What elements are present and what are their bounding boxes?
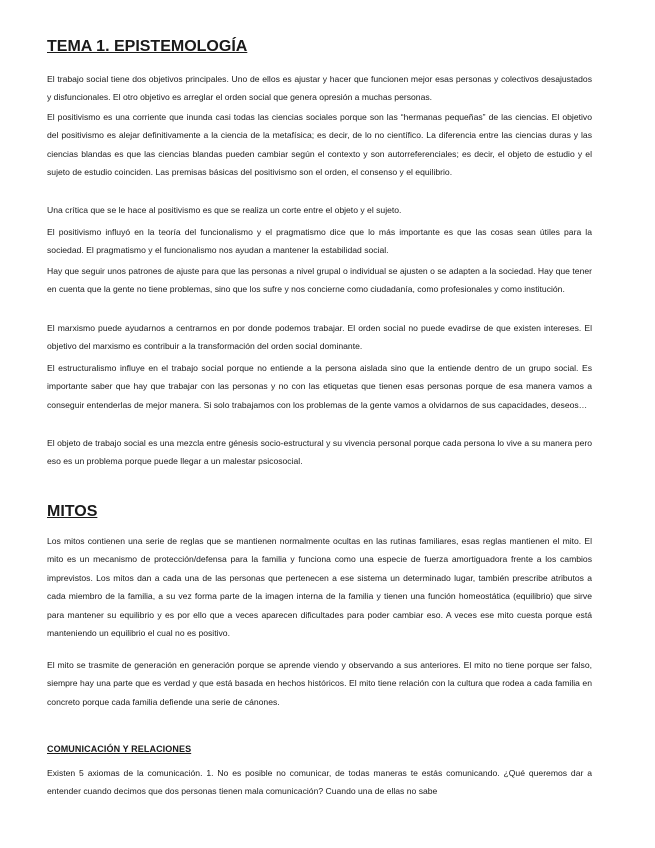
paragraph: Una crítica que se le hace al positivismo es que se realiza un corte entre el objeto y el sujeto. <box>47 205 402 215</box>
section-title-comunicacion: COMUNICACIÓN Y RELACIONES <box>47 744 192 754</box>
section-title-mitos: MITOS <box>47 503 98 520</box>
section-title-epistemologia: TEMA 1. EPISTEMOLOGÍA <box>47 38 248 55</box>
paragraph: El estructuralismo influye en el trabajo social porque no entiende a la persona aislada sino que la entiende dentro de un grupo social. Es importante saber que hay que trabajar con las personas y no con las etiquetas que tienen esas personas porque de esa manera vamos a conseguir entenderlas de mejor manera. Si solo trabajamos con los problemas de la gente vamos a olvidarnos de sus capacidades, deseos… <box>47 363 592 410</box>
paragraph: El objeto de trabajo social es una mezcla entre génesis socio-estructural y su vivencia personal porque cada persona lo vive a su manera pero eso es un problema porque puede llegar a un malestar psicosocial. <box>47 438 592 467</box>
paragraph: Hay que seguir unos patrones de ajuste para que las personas a nivel grupal o individual se ajusten o se adapten a la sociedad. Hay que tener en cuenta que la gente no tiene problemas, sino que los sufre y nos concierne como ciudadanía, como profesionales y como institución. <box>47 266 592 295</box>
paragraph: Los mitos contienen una serie de reglas que se mantienen normalmente ocultas en las rutinas familiares, esas reglas mantienen el mito. El mito es un mecanismo de protección/defensa para la familia y funciona como una especie de fuerza amortiguadora frente a los cambios imprevistos. Los mitos dan a cada una de las personas que pertenecen a ese sistema un determinado lugar, también prescribe atributos a cada miembro de la familia, a su vez forma parte de la imagen interna de la familia y tienen una función homeostática (equilibrio) que sirve para mantener su equilibrio y es por ello que a veces aparecen dificultades para poder cambiar eso. A veces ese mito cuesta porque está manteniendo un equilibrio el cual no es positivo. <box>47 536 592 639</box>
paragraph: El mito se trasmite de generación en generación porque se aprende viendo y observando a sus anteriores. El mito no tiene porque ser falso, siempre hay una parte que es verdad y que está basada en hechos históricos. El mito tiene relación con la cultura que rodea a cada familia en concreto porque cada familia defiende una serie de cánones. <box>47 660 592 707</box>
paragraph: El positivismo es una corriente que inunda casi todas las ciencias sociales porque son las “hermanas pequeñas” de las ciencias. El objetivo del positivismo es alejar definitivamente a la ciencia de la metafísica; es decir, de lo no científico. La diferencia entre las ciencias duras y las ciencias blandas es que las ciencias blandas pueden cambiar según el contexto y son autorreferenciales; es decir, el objeto de estudio y el sujeto de estudio coinciden. Las premisas básicas del positivismo son el orden, el consenso y el equilibrio. <box>47 112 592 178</box>
paragraph: El positivismo influyó en la teoría del funcionalismo y el pragmatismo dice que lo más importante es que las cosas sean útiles para la sociedad. El pragmatismo y el funcionalismo nos ayudan a mantener la estabilidad social. <box>47 227 592 256</box>
paragraph: Existen 5 axiomas de la comunicación. 1. No es posible no comunicar, de todas maneras te estás comunicando. ¿Qué queremos dar a entender cuando decimos que dos personas tienen mala comunicación? Cuando una de ellas no sabe <box>47 768 592 797</box>
paragraph: El trabajo social tiene dos objetivos principales. Uno de ellos es ajustar y hacer que funcionen mejor esas personas y colectivos desajustados y disfuncionales. El otro objetivo es arreglar el orden social que genera opresión a muchas personas. <box>47 74 592 103</box>
paragraph: El marxismo puede ayudarnos a centrarnos en por donde podemos trabajar. El orden social no puede evadirse de que existen intereses. El objetivo del marxismo es contribuir a la transformación del orden social dominante. <box>47 323 592 352</box>
